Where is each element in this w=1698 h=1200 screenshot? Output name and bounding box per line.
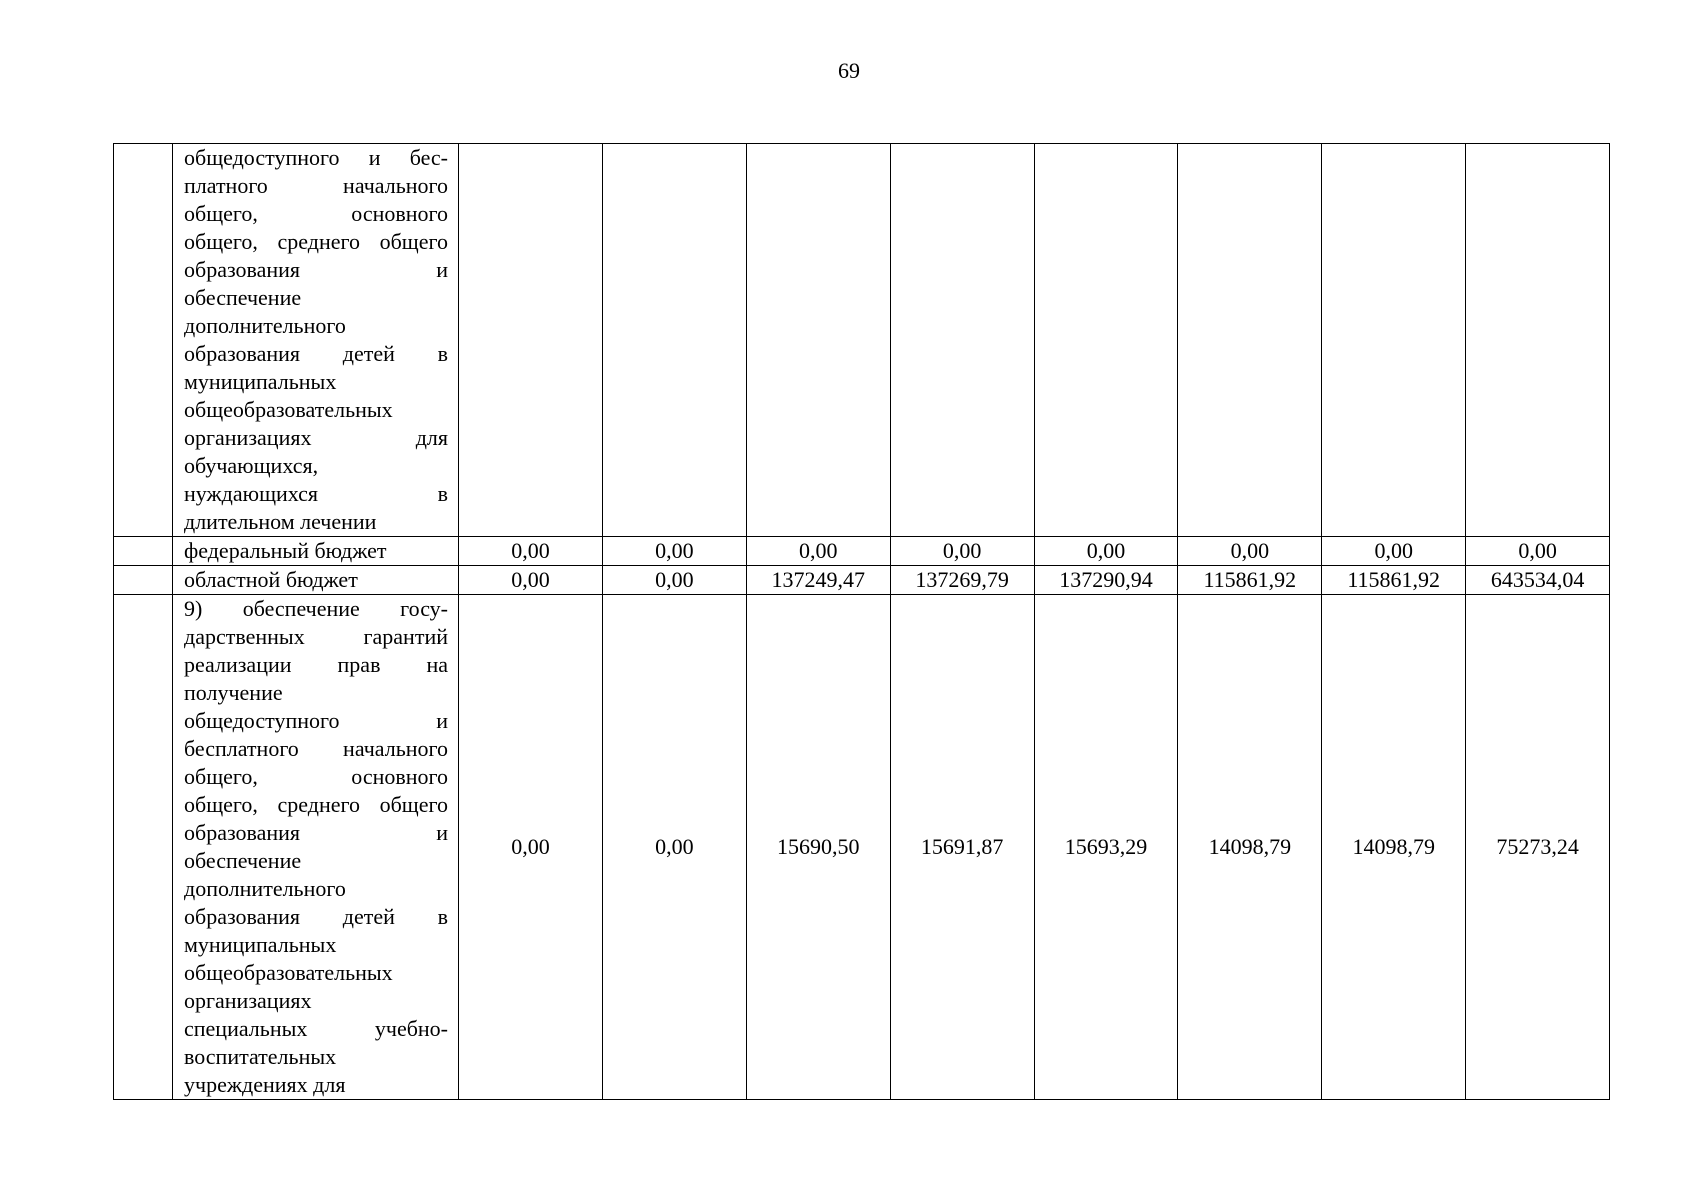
value-cell: 137290,94 <box>1034 566 1178 595</box>
value-cell: 137249,47 <box>746 566 890 595</box>
value-cell: 15693,29 <box>1034 595 1178 1100</box>
value-cell: 0,00 <box>746 537 890 566</box>
row-name-line: платного начального <box>184 173 448 198</box>
page-number: 69 <box>838 58 860 83</box>
value-cell: 643534,04 <box>1466 566 1610 595</box>
value-cell <box>1034 144 1178 537</box>
value-cell: 0,00 <box>602 537 746 566</box>
value-cell: 0,00 <box>602 566 746 595</box>
row-name-cell <box>173 144 459 537</box>
row-name-line: получение <box>184 680 283 705</box>
row-name-line: общеобразовательных <box>184 960 393 985</box>
row-name-cell: федеральный бюджет <box>173 537 459 566</box>
value-cell: 115861,92 <box>1322 566 1466 595</box>
value-cell: 14098,79 <box>1322 595 1466 1100</box>
row-name-line: бесплатного начального <box>184 736 448 761</box>
value-cell: 0,00 <box>459 595 603 1100</box>
value-cell: 0,00 <box>1178 537 1322 566</box>
row-name-line: общего, среднего общего <box>184 229 448 254</box>
row-name-line: обеспечение <box>184 285 302 310</box>
row-name-line: нуждающихся в <box>184 481 448 506</box>
table-row <box>114 566 1610 595</box>
row-name-line: длительном лечении <box>184 509 377 534</box>
row-name-line: специальных учебно- <box>184 1016 448 1041</box>
row-name-line: общедоступного и <box>184 708 448 733</box>
row-name-line: общего, основного <box>184 764 448 789</box>
row-name-line: образования детей в <box>184 341 448 366</box>
row-name-line: дополнительного <box>184 313 346 338</box>
row-name-line: организациях для <box>184 425 448 450</box>
value-cell: 15690,50 <box>746 595 890 1100</box>
value-cell <box>746 144 890 537</box>
row-name-line: общеобразовательных <box>184 397 393 422</box>
value-cell <box>1322 144 1466 537</box>
table-row <box>114 595 1610 1100</box>
budget-table <box>113 143 1610 1100</box>
value-cell <box>602 144 746 537</box>
table-row <box>114 144 1610 537</box>
table-body <box>114 144 1610 1100</box>
value-cell: 137269,79 <box>890 566 1034 595</box>
row-name-line: общего, основного <box>184 201 448 226</box>
value-cell <box>459 144 603 537</box>
row-name-line: муниципальных <box>184 932 337 957</box>
row-name-cell <box>173 595 459 1100</box>
value-cell: 75273,24 <box>1466 595 1610 1100</box>
value-cell: 0,00 <box>1034 537 1178 566</box>
row-name-line: общедоступного и бес- <box>184 145 448 170</box>
value-cell: 14098,79 <box>1178 595 1322 1100</box>
row-name-line: 9) обеспечение госу- <box>184 596 448 621</box>
row-number-cell <box>114 144 173 537</box>
value-cell: 0,00 <box>602 595 746 1100</box>
value-cell: 0,00 <box>459 537 603 566</box>
row-number-cell <box>114 566 173 595</box>
row-name-line: организациях <box>184 988 312 1013</box>
table-row <box>114 537 1610 566</box>
row-name-line: реализации прав на <box>184 652 448 677</box>
value-cell <box>1178 144 1322 537</box>
row-name-line: обеспечение <box>184 848 302 873</box>
value-cell: 15691,87 <box>890 595 1034 1100</box>
row-name-line: образования и <box>184 820 448 845</box>
value-cell: 115861,92 <box>1178 566 1322 595</box>
value-cell <box>1466 144 1610 537</box>
row-name-line: образования детей в <box>184 904 448 929</box>
value-cell: 0,00 <box>1322 537 1466 566</box>
row-name-line: учреждениях для <box>184 1072 346 1097</box>
row-name-line: обучающихся, <box>184 453 319 478</box>
row-name-line: воспитательных <box>184 1044 337 1069</box>
row-name-line: муниципальных <box>184 369 337 394</box>
row-number-cell <box>114 595 173 1100</box>
value-cell <box>890 144 1034 537</box>
row-name-line: образования и <box>184 257 448 282</box>
row-name-line: дарственных гарантий <box>184 624 448 649</box>
value-cell: 0,00 <box>459 566 603 595</box>
value-cell: 0,00 <box>890 537 1034 566</box>
value-cell: 0,00 <box>1466 537 1610 566</box>
row-name-cell: областной бюджет <box>173 566 459 595</box>
row-number-cell <box>114 537 173 566</box>
row-name-line: общего, среднего общего <box>184 792 448 817</box>
row-name-line: дополнительного <box>184 876 346 901</box>
